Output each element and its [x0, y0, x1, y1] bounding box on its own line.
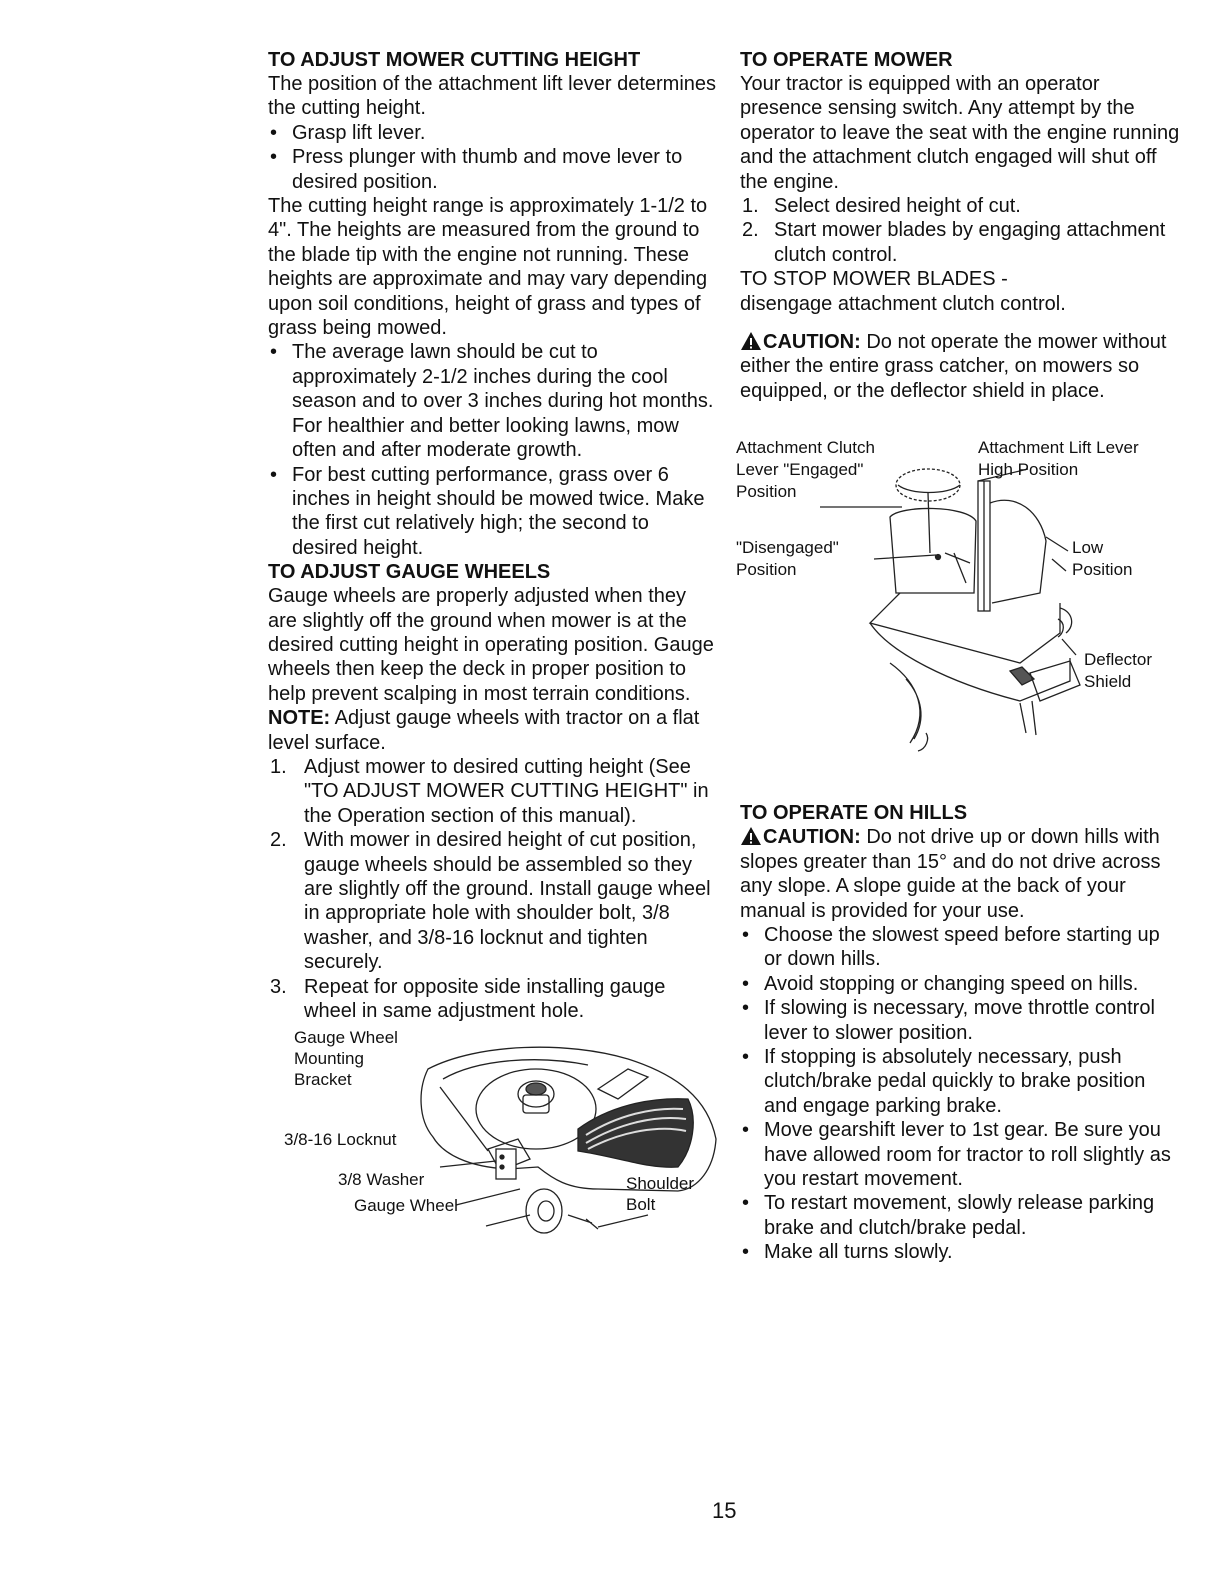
- figure-label: Lever "Engaged": [736, 460, 864, 480]
- figure-label: Shield: [1084, 672, 1132, 692]
- list-item: [268, 755, 718, 828]
- hills-caution: [740, 825, 1180, 923]
- figure-label: Attachment Lift Lever: [978, 438, 1139, 458]
- step-text: Adjust mower to desired cutting height (See "TO ADJUST MOWER CUTTING HEIGHT" in the Operation section of this manual).: [304, 755, 709, 827]
- figure-label: High Position: [978, 460, 1079, 480]
- figure-label: Shoulder: [626, 1174, 695, 1194]
- caution-text: Do not drive up or down hills with slopes greater than 15° and do not drive across any slope. A slope guide at the back of your manual is provided for your use.: [740, 826, 1161, 922]
- figure-label: Position: [736, 560, 797, 580]
- list-item: • Press plunger with thumb and move lever to desired position.: [268, 145, 718, 194]
- figure-label: Attachment Clutch: [736, 438, 875, 458]
- step-text: Start mower blades by engaging attachment clutch control.: [774, 219, 1166, 266]
- figure-label: Position: [736, 482, 797, 502]
- operate-mower-steps: [740, 194, 1180, 267]
- warning-triangle-icon: [740, 826, 762, 846]
- list-item: • Grasp lift lever.: [268, 121, 718, 145]
- list-item: • Avoid stopping or changing speed on hills.: [740, 972, 1180, 996]
- list-item: [268, 828, 718, 974]
- list-item: • Move gearshift lever to 1st gear. Be sure you have allowed room for tractor to roll slightly as you restart movement.: [740, 1118, 1180, 1191]
- note-text: Adjust gauge wheels with tractor on a flat level surface.: [268, 707, 700, 754]
- list-item: • To restart movement, slowly release parking brake and clutch/brake pedal.: [740, 1191, 1180, 1240]
- gauge-wheels-steps: [268, 755, 718, 1023]
- list-item: [740, 194, 1180, 218]
- step-number: 3.: [270, 975, 287, 998]
- figure-label: Position: [1072, 560, 1133, 580]
- operate-mower-intro: Your tractor is equipped with an operator presence sensing switch. Any attempt by the operator to leave the seat with the engine running and the attachment clutch engaged will shut off the engine.: [740, 73, 1180, 193]
- list-item: • Choose the slowest speed before starting up or down hills.: [740, 923, 1180, 972]
- step-text: With mower in desired height of cut position, gauge wheels should be assembled so they are slightly off the ground. Install gauge wheel in appropriate hole with shoulder bolt, 3/8 washer, and 3/8-16 locknut and tighten securely.: [304, 829, 711, 974]
- gauge-wheels-note: [268, 706, 718, 755]
- gauge-wheels-intro: Gauge wheels are properly adjusted when they are slightly off the ground when mower is at the desired cutting height in operating position. Gauge wheels then keep the deck in proper position to help prevent scalping in most terrain conditions.: [268, 585, 714, 705]
- list-item: [268, 975, 718, 1024]
- step-number: 2.: [270, 829, 287, 852]
- tractor-controls-figure: [736, 433, 1180, 763]
- caution-label: CAUTION:: [763, 826, 861, 849]
- figure-label: "Disengaged": [736, 538, 839, 558]
- left-column: [268, 48, 718, 1249]
- stop-blades-label: TO STOP MOWER BLADES -: [740, 268, 1008, 291]
- cutting-height-heading: TO ADJUST MOWER CUTTING HEIGHT: [268, 49, 641, 71]
- figure-label: Mounting: [294, 1049, 364, 1069]
- caution-label: CAUTION:: [763, 331, 861, 354]
- list-item: • For best cutting performance, grass over 6 inches in height should be mowed twice. Make the first cut relatively high; the second to desired height.: [268, 463, 718, 561]
- figure-label: 3/8 Washer: [338, 1170, 425, 1190]
- operate-mower-heading: TO OPERATE MOWER: [740, 49, 953, 71]
- gauge-wheels-heading: TO ADJUST GAUGE WHEELS: [268, 561, 551, 584]
- warning-triangle-icon: [740, 331, 762, 351]
- step-number: 2.: [742, 219, 759, 242]
- figure-label: Gauge Wheel: [294, 1028, 398, 1048]
- page-number: 15: [712, 1498, 737, 1523]
- figure-label: Bolt: [626, 1195, 656, 1215]
- figure-label: Low: [1072, 538, 1104, 558]
- note-label: NOTE:: [268, 707, 331, 730]
- tractor-illustration: [740, 433, 1180, 763]
- list-item: • If stopping is absolutely necessary, push clutch/brake pedal quickly to brake position and engage parking brake.: [740, 1045, 1180, 1118]
- list-item: • Make all turns slowly.: [740, 1240, 1180, 1264]
- caution-text: Do not operate the mower without either the entire grass catcher, on mowers so equipped, or the deflector shield in place.: [740, 331, 1167, 402]
- gauge-wheel-figure: [268, 1028, 718, 1249]
- hills-tips: [740, 923, 1180, 1265]
- cutting-height-intro: The position of the attachment lift lever determines the cutting height.: [268, 73, 717, 120]
- hills-heading: TO OPERATE ON HILLS: [740, 802, 968, 825]
- mower-caution: [740, 330, 1180, 403]
- figure-label: Gauge Wheel: [354, 1196, 458, 1216]
- stop-blades-text: disengage attachment clutch control.: [740, 292, 1066, 315]
- step-text: Select desired height of cut.: [774, 195, 1021, 218]
- figure-label: Bracket: [294, 1070, 352, 1090]
- figure-label: Deflector: [1084, 650, 1153, 670]
- list-item: • If slowing is necessary, move throttle control lever to slower position.: [740, 996, 1180, 1045]
- step-text: Repeat for opposite side installing gauge wheel in same adjustment hole.: [304, 975, 666, 1023]
- list-item: [740, 218, 1180, 267]
- step-number: 1.: [742, 195, 759, 218]
- figure-label: 3/8-16 Locknut: [284, 1130, 397, 1150]
- cutting-height-tips: [268, 340, 718, 560]
- right-column: [736, 48, 1180, 1265]
- cutting-height-steps: [268, 121, 718, 194]
- step-number: 1.: [270, 755, 287, 778]
- list-item: • The average lawn should be cut to approximately 2-1/2 inches during the cool season and to over 3 inches during hot months. For healthier and better looking lawns, mow often and after moderate growth.: [268, 340, 718, 462]
- cutting-height-range: The cutting height range is approximately 1-1/2 to 4". The heights are measured from the ground to the blade tip with the engine not running. These heights are approximate and may vary depending upon soil conditions, height of grass and types of grass being mowed.: [268, 195, 708, 340]
